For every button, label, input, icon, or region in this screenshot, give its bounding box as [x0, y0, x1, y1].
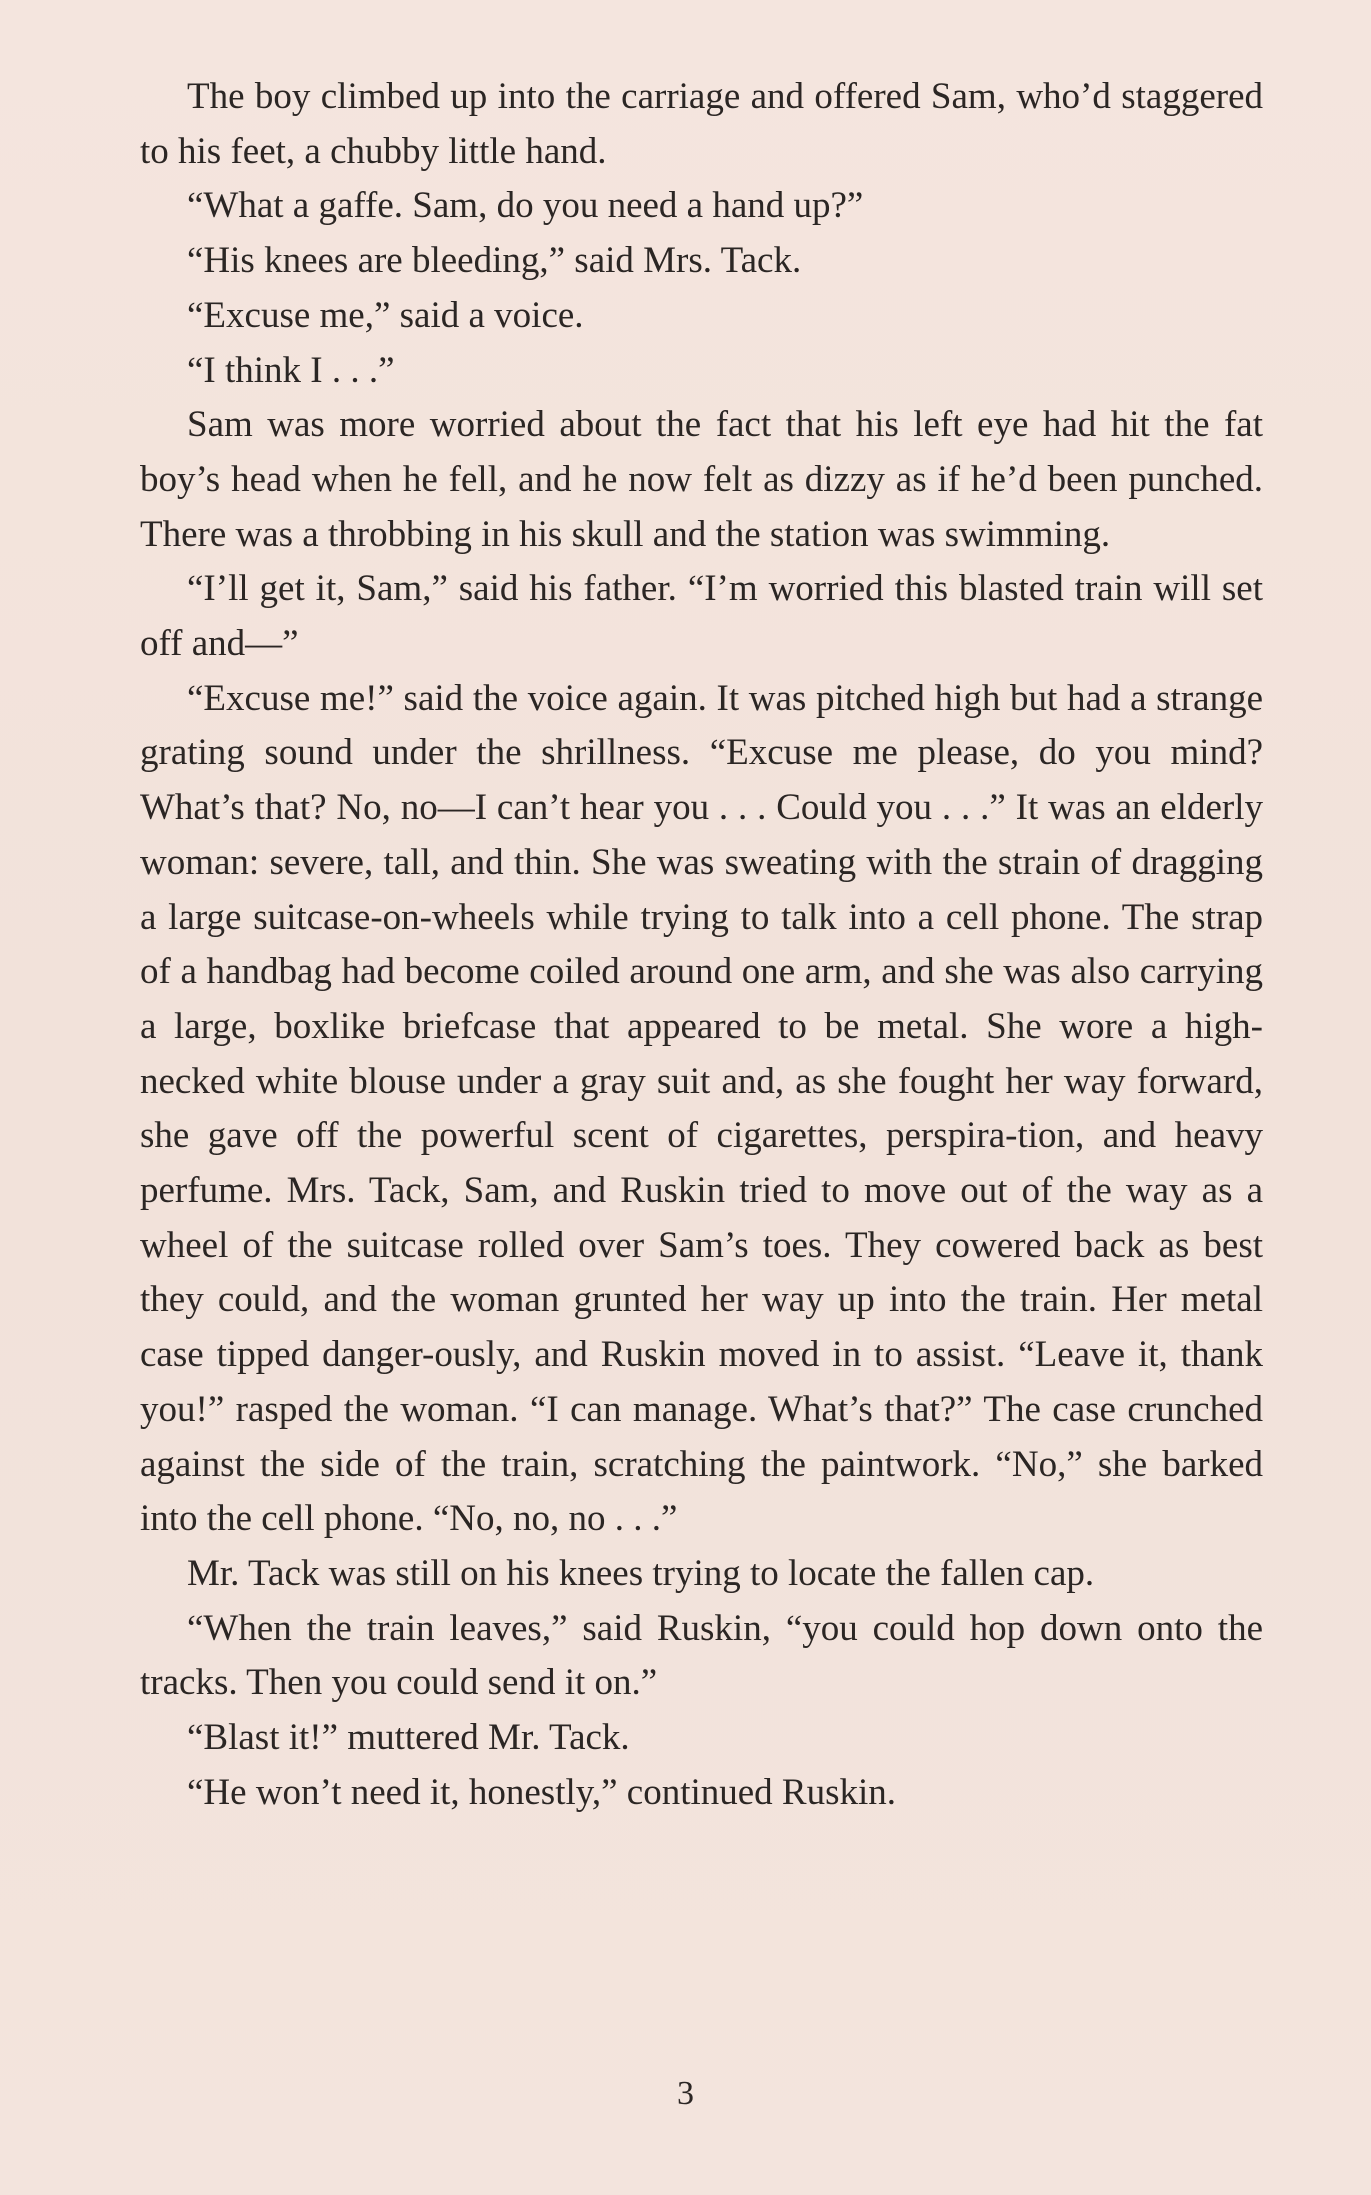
paragraph: Sam was more worried about the fact that his left eye had hit the fat boy’s head when he fell, and he now felt as dizzy as if he’d been punched. There was a throbbing in his skull and the station was swimming.: [140, 404, 1263, 555]
body-text: [140, 70, 1263, 1821]
paragraph: “Excuse me!” said the voice again. It was pitched high but had a strange grating sound under the shrillness. “Excuse me please, do you mind? What’s that? No, no—I can’t hear you . . . Could you . . .” It was an elderly woman: severe, tall, and thin. She was sweating with the strain of dragging a large suitcase-on-wheels while trying to talk into a cell phone. The strap of a handbag had become coiled around one arm, and she was also carrying a large, boxlike briefcase that appeared to be metal. She wore a high-necked white blouse under a gray suit and, as she fought her way forward, she gave off the powerful scent of cigarettes, perspira-tion, and heavy perfume. Mrs. Tack, Sam, and Ruskin tried to move out of the way as a wheel of the suitcase rolled over Sam’s toes. They cowered back as best they could, and the woman grunted her way up into the train. Her metal case tipped danger-ously, and Ruskin moved in to assist. “Leave it, thank you!” rasped the woman. “I can manage. What’s that?” The case crunched against the side of the train, scratching the paintwork. “No,” she barked into the cell phone. “No, no, no . . .”: [140, 677, 1263, 1540]
paragraph: “I’ll get it, Sam,” said his father. “I’m worried this blasted train will set off and—”: [140, 568, 1263, 665]
paragraph: Mr. Tack was still on his knees trying to locate the fallen cap.: [187, 1552, 1095, 1594]
page-number: 3: [677, 2075, 694, 2112]
paragraph: The boy climbed up into the carriage and offered Sam, who’d staggered to his feet, a chubby little hand.: [140, 76, 1263, 172]
paragraph: “Excuse me,” said a voice.: [187, 294, 584, 336]
paragraph: “What a gaffe. Sam, do you need a hand up?”: [187, 185, 864, 227]
paragraph: “When the train leaves,” said Ruskin, “you could hop down onto the tracks. Then you could send it on.”: [140, 1607, 1263, 1704]
paragraph: “His knees are bleeding,” said Mrs. Tack.: [187, 240, 802, 282]
paragraph: “I think I . . .”: [187, 349, 395, 391]
paragraph: “He won’t need it, honestly,” continued Ruskin.: [187, 1771, 897, 1813]
paragraph: “Blast it!” muttered Mr. Tack.: [187, 1717, 630, 1759]
